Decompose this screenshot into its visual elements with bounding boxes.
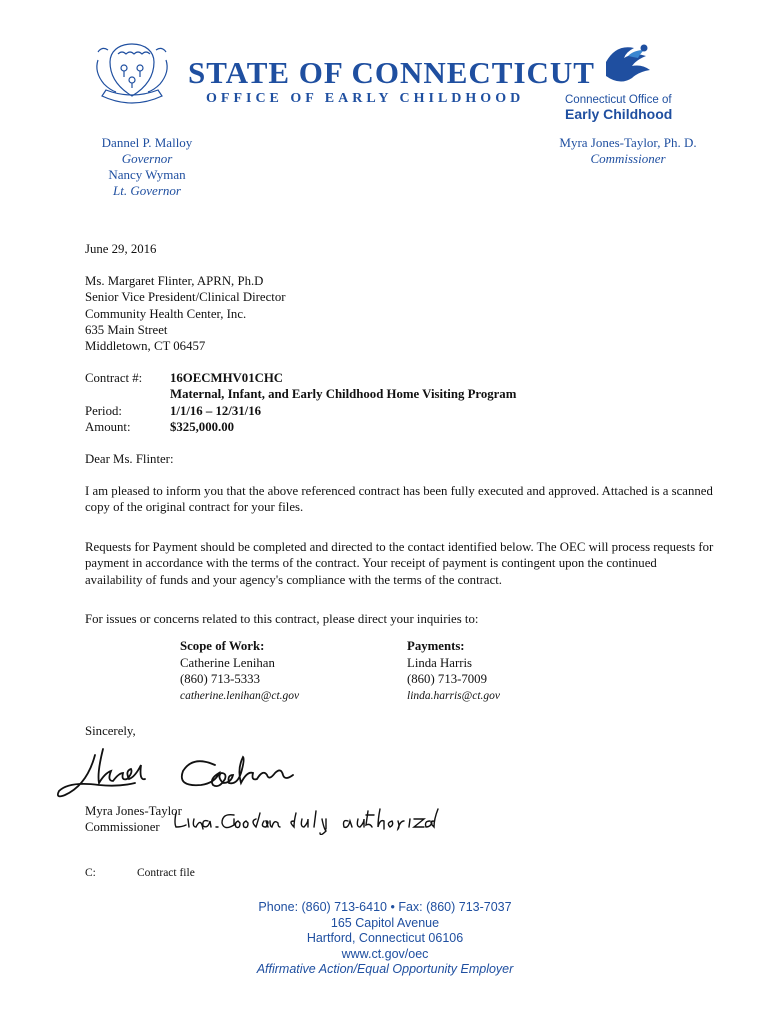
amount-label: Amount: bbox=[85, 420, 131, 434]
recipient-line: Senior Vice President/Clinical Director bbox=[85, 290, 286, 305]
lt-governor-title: Lt. Governor bbox=[113, 183, 181, 198]
contact-name: Catherine Lenihan bbox=[180, 655, 275, 670]
oec-logo-line2: Early Childhood bbox=[565, 106, 673, 122]
page-title: STATE OF CONNECTICUT bbox=[188, 55, 595, 90]
footer-website[interactable]: www.ct.gov/oec bbox=[341, 946, 429, 961]
footer-eoe: Affirmative Action/Equal Opportunity Employer bbox=[256, 962, 514, 976]
recipient-line: Middletown, CT 06457 bbox=[85, 339, 206, 354]
contact-scope-of-work bbox=[180, 638, 299, 704]
contact-name: Linda Harris bbox=[407, 655, 473, 670]
closing: Sincerely, bbox=[85, 724, 136, 738]
cc-label: C: bbox=[85, 867, 96, 879]
letter-date: June 29, 2016 bbox=[85, 242, 157, 256]
contact-email[interactable]: catherine.lenihan@ct.gov bbox=[180, 689, 300, 702]
signer-title: Commissioner bbox=[85, 820, 160, 834]
governor-name: Dannel P. Malloy bbox=[101, 135, 193, 150]
footer-street: 165 Capitol Avenue bbox=[330, 915, 440, 930]
lt-governor-name: Nancy Wyman bbox=[108, 167, 186, 182]
recipient-address bbox=[85, 273, 286, 354]
paragraph-2: Requests for Payment should be completed and directed to the contact identified below. The OEC will process requests for payment in accordance with the terms of the contract. Your receipt of payment is contingent upon the continued availability of funds and your agency's compliance with the terms of the contract. bbox=[85, 540, 714, 587]
right-official bbox=[548, 135, 708, 167]
left-officials bbox=[82, 135, 212, 199]
period-label: Period: bbox=[85, 404, 122, 418]
contract-label: Contract #: bbox=[85, 371, 143, 385]
signer-name: Myra Jones-Taylor bbox=[85, 804, 182, 818]
program-name: Maternal, Infant, and Early Childhood Home Visiting Program bbox=[170, 387, 517, 401]
contact-phone: (860) 713-5333 bbox=[180, 672, 260, 686]
paragraph-3: For issues or concerns related to this contract, please direct your inquiries to: bbox=[85, 612, 479, 626]
footer bbox=[180, 900, 590, 978]
governor-title: Governor bbox=[121, 151, 173, 166]
commissioner-title: Commissioner bbox=[590, 151, 666, 166]
recipient-line: 635 Main Street bbox=[85, 322, 168, 337]
footer-phone-fax: Phone: (860) 713-6410 • Fax: (860) 713-7037 bbox=[258, 900, 512, 914]
contact-heading: Payments: bbox=[407, 639, 465, 653]
handwritten-authorization-note bbox=[172, 805, 442, 835]
recipient-line: Ms. Margaret Flinter, APRN, Ph.D bbox=[85, 274, 264, 288]
period-value: 1/1/16 – 12/31/16 bbox=[170, 404, 262, 418]
recipient-line: Community Health Center, Inc. bbox=[85, 306, 247, 321]
paragraph-1: I am pleased to inform you that the above referenced contract has been fully executed and approved. Attached is a scanned copy of the original contract for your files. bbox=[85, 484, 713, 515]
contract-number: 16OECMHV01CHC bbox=[170, 371, 284, 385]
commissioner-name: Myra Jones-Taylor, Ph. D. bbox=[559, 135, 697, 150]
cc-value: Contract file bbox=[137, 867, 195, 879]
handwritten-signature bbox=[55, 735, 355, 805]
oec-logo-line1: Connecticut Office of bbox=[565, 94, 672, 106]
contact-heading: Scope of Work: bbox=[180, 639, 265, 653]
contact-email[interactable]: linda.harris@ct.gov bbox=[407, 689, 500, 702]
state-seal-icon bbox=[88, 40, 176, 108]
office-subtitle: OFFICE OF EARLY CHILDHOOD bbox=[206, 91, 525, 106]
contact-payments bbox=[407, 638, 500, 704]
contact-phone: (860) 713-7009 bbox=[407, 672, 487, 686]
salutation: Dear Ms. Flinter: bbox=[85, 452, 174, 466]
footer-city: Hartford, Connecticut 06106 bbox=[306, 931, 464, 945]
amount-value: $325,000.00 bbox=[170, 420, 234, 434]
